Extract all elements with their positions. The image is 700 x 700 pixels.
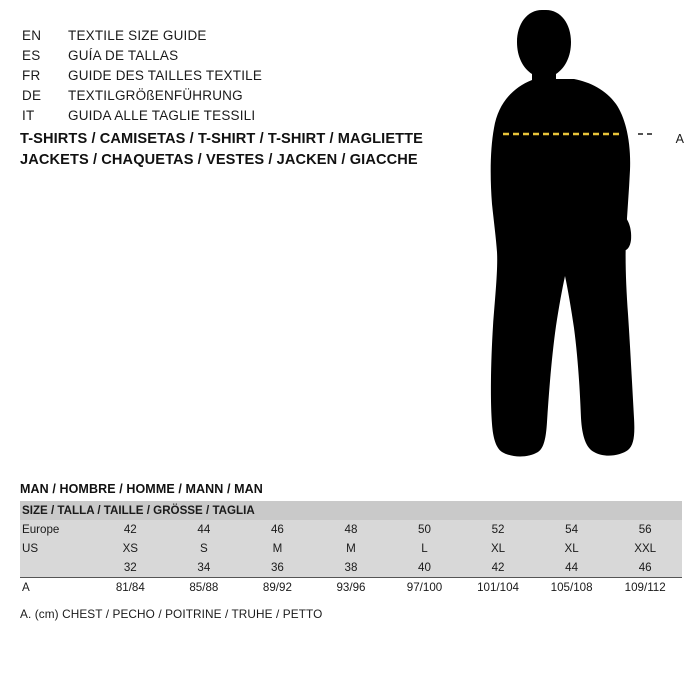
language-title: TEXTILE SIZE GUIDE: [68, 28, 207, 43]
language-title: GUIDE DES TAILLES TEXTILE: [68, 68, 263, 83]
table-row: [20, 558, 682, 578]
cell: 32: [94, 558, 168, 578]
cell: XXL: [608, 539, 682, 558]
cell: 81/84: [94, 578, 168, 598]
cell: 42: [461, 558, 535, 578]
garment-category-block: [20, 129, 480, 171]
language-title: GUÍA DE TALLAS: [68, 48, 179, 63]
cell: M: [241, 539, 315, 558]
cell: 38: [314, 558, 388, 578]
cell: 50: [388, 520, 462, 539]
table-row: [20, 539, 682, 558]
cell: L: [388, 539, 462, 558]
cell: 93/96: [314, 578, 388, 598]
language-code: FR: [22, 68, 41, 83]
cell: 105/108: [535, 578, 609, 598]
language-row: [22, 106, 442, 126]
cell: 54: [535, 520, 609, 539]
cell: 56: [608, 520, 682, 539]
row-label: US: [20, 539, 94, 558]
category-tshirts: T-SHIRTS / CAMISETAS / T-SHIRT / T-SHIRT / MAGLIETTE: [20, 131, 424, 147]
cell: 44: [167, 520, 241, 539]
language-code: IT: [22, 108, 35, 123]
cell: 109/112: [608, 578, 682, 598]
cell: 52: [461, 520, 535, 539]
language-code: ES: [22, 48, 41, 63]
measure-label-a: A: [675, 132, 684, 146]
row-label: A: [20, 578, 94, 598]
table-header-row: [20, 501, 682, 520]
size-table: [20, 501, 682, 597]
cell: 89/92: [241, 578, 315, 598]
cell: M: [314, 539, 388, 558]
language-title: TEXTILGRÖßENFÜHRUNG: [68, 88, 243, 103]
cell: 85/88: [167, 578, 241, 598]
cell: 48: [314, 520, 388, 539]
category-jackets: JACKETS / CHAQUETAS / VESTES / JACKEN / GIACCHE: [20, 152, 418, 168]
row-label: Europe: [20, 520, 94, 539]
language-code: EN: [22, 28, 42, 43]
language-code: DE: [22, 88, 42, 103]
table-group-title: MAN / HOMBRE / HOMME / MANN / MAN: [20, 482, 263, 496]
table-row: [20, 520, 682, 539]
cell: 42: [94, 520, 168, 539]
cell: 46: [608, 558, 682, 578]
table-footnote: A. (cm) CHEST / PECHO / POITRINE / TRUHE / PETTO: [20, 607, 323, 621]
language-title-block: [22, 26, 442, 126]
language-row: [22, 26, 442, 46]
cell: 44: [535, 558, 609, 578]
cell: 46: [241, 520, 315, 539]
cell: 34: [167, 558, 241, 578]
cell: 101/104: [461, 578, 535, 598]
table-header-label: SIZE / TALLA / TAILLE / GRÖSSE / TAGLIA: [20, 501, 682, 520]
cell: 36: [241, 558, 315, 578]
cell: 97/100: [388, 578, 462, 598]
table-row: [20, 578, 682, 598]
cell: 40: [388, 558, 462, 578]
cell: XL: [535, 539, 609, 558]
cell: S: [167, 539, 241, 558]
language-title: GUIDA ALLE TAGLIE TESSILI: [68, 108, 256, 123]
language-row: [22, 46, 442, 66]
size-table-area: [20, 482, 682, 621]
silhouette-icon: [470, 8, 690, 468]
cell: XS: [94, 539, 168, 558]
cell: XL: [461, 539, 535, 558]
row-label: [20, 558, 94, 578]
language-row: [22, 66, 442, 86]
language-row: [22, 86, 442, 106]
male-silhouette-figure: [470, 8, 690, 468]
